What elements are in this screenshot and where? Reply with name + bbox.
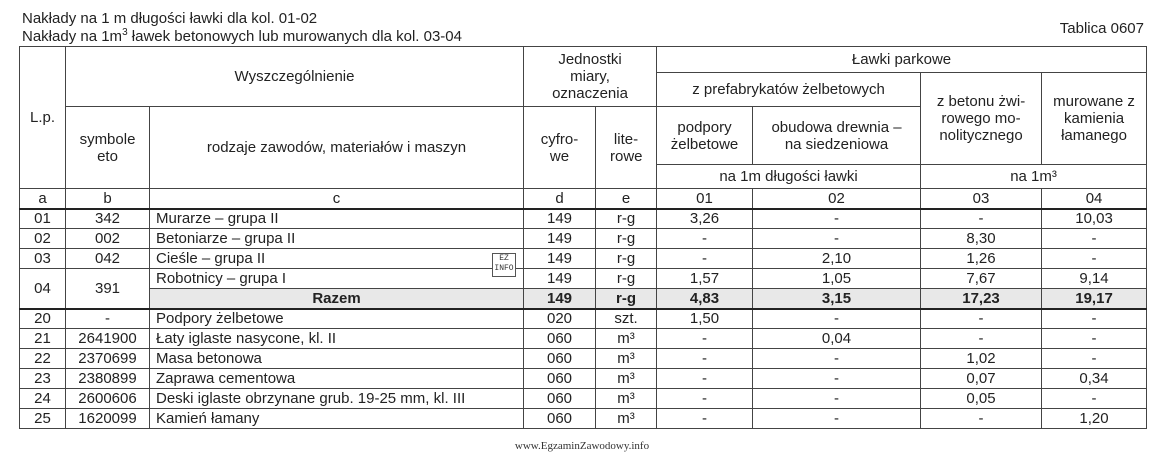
- row-lp: 04: [20, 269, 66, 309]
- qr-code-icon: EZ INFO: [492, 253, 516, 277]
- row-unit-code: 149: [524, 249, 596, 269]
- row-unit-letter: m³: [596, 389, 657, 409]
- row-symbol: 002: [66, 229, 150, 249]
- row-value-02: -: [753, 209, 921, 229]
- table-number: Tablica 0607: [1059, 20, 1144, 37]
- table-row: [20, 409, 1147, 429]
- row-symbol: 342: [66, 209, 150, 229]
- row-value-01: -: [657, 409, 753, 429]
- col-header-cyfrowe: cyfro-we: [524, 107, 596, 189]
- row-value-03: 1,02: [921, 349, 1042, 369]
- col-header-unit-1m3: na 1m³: [921, 165, 1147, 189]
- row-value-04: -: [1042, 309, 1147, 329]
- row-name: Cieśle – grupa II: [150, 249, 524, 269]
- row-unit-code: 060: [524, 329, 596, 349]
- row-value-02: -: [753, 389, 921, 409]
- row-value-04: -: [1042, 229, 1147, 249]
- row-value-01: -: [657, 249, 753, 269]
- row-unit-letter: r-g: [596, 229, 657, 249]
- row-value-04: -: [1042, 349, 1147, 369]
- row-unit-letter: m³: [596, 369, 657, 389]
- row-name: Podpory żelbetowe: [150, 309, 524, 329]
- row-name: Masa betonowa: [150, 349, 524, 369]
- row-value-04: -: [1042, 249, 1147, 269]
- row-value-03: 0,07: [921, 369, 1042, 389]
- col-letter: 04: [1042, 189, 1147, 209]
- row-value-01: -: [657, 229, 753, 249]
- row-unit-letter: m³: [596, 349, 657, 369]
- row-value-02: 1,05: [753, 269, 921, 289]
- row-unit-code: 149: [524, 229, 596, 249]
- col-letter: a: [20, 189, 66, 209]
- row-lp: 25: [20, 409, 66, 429]
- total-value-01: 4,83: [657, 289, 753, 309]
- table-row: [20, 349, 1147, 369]
- row-symbol: 391: [66, 269, 150, 309]
- row-lp: 21: [20, 329, 66, 349]
- table-heading-line-2: Nakłady na $1m^3$ ławek betonowych lub murowanych dla kol. 03-04: [22, 27, 462, 45]
- cost-table: [19, 46, 1147, 429]
- row-symbol: -: [66, 309, 150, 329]
- row-value-04: 9,14: [1042, 269, 1147, 289]
- table-row: [20, 389, 1147, 409]
- row-value-01: -: [657, 329, 753, 349]
- row-unit-letter: r-g: [596, 209, 657, 229]
- total-row: [20, 289, 1147, 309]
- row-value-04: 10,03: [1042, 209, 1147, 229]
- total-value-04: 19,17: [1042, 289, 1147, 309]
- row-value-01: 1,50: [657, 309, 753, 329]
- row-lp: 01: [20, 209, 66, 229]
- watermark-footer: www.EgzaminZawodowy.info: [514, 440, 650, 452]
- col-header-literowe: lite-rowe: [596, 107, 657, 189]
- col-letter: 01: [657, 189, 753, 209]
- col-letter: 02: [753, 189, 921, 209]
- row-unit-code: 060: [524, 369, 596, 389]
- row-name: Robotnicy – grupa I: [150, 269, 524, 289]
- row-value-03: 0,05: [921, 389, 1042, 409]
- col-header-obudowa: obudowa drewnia – na siedzeniowa: [753, 107, 921, 165]
- col-header-prefabrykaty: z prefabrykatów żelbetowych: [657, 73, 921, 107]
- row-value-01: -: [657, 349, 753, 369]
- row-lp: 20: [20, 309, 66, 329]
- row-name: Zaprawa cementowa: [150, 369, 524, 389]
- row-lp: 02: [20, 229, 66, 249]
- table-row: [20, 249, 1147, 269]
- row-lp: 24: [20, 389, 66, 409]
- row-value-03: -: [921, 409, 1042, 429]
- row-symbol: 1620099: [66, 409, 150, 429]
- row-lp: 23: [20, 369, 66, 389]
- row-name: Deski iglaste obrzynane grub. 19-25 mm, kl. III: [150, 389, 524, 409]
- row-symbol: 2380899: [66, 369, 150, 389]
- row-value-02: 2,10: [753, 249, 921, 269]
- row-symbol: 042: [66, 249, 150, 269]
- col-header-beton: z betonu żwi-rowego mo-nolitycznego: [921, 73, 1042, 165]
- col-letter: c: [150, 189, 524, 209]
- col-letter: e: [596, 189, 657, 209]
- row-value-02: 0,04: [753, 329, 921, 349]
- row-symbol: 2370699: [66, 349, 150, 369]
- row-name: Murarze – grupa II: [150, 209, 524, 229]
- row-value-02: -: [753, 409, 921, 429]
- col-header-lp: L.p.: [20, 47, 66, 189]
- total-value-03: 17,23: [921, 289, 1042, 309]
- row-unit-code: 060: [524, 389, 596, 409]
- col-header-symbole: symbole eto: [66, 107, 150, 189]
- total-unit-code: 149: [524, 289, 596, 309]
- col-header-jednostki: Jednostki miary, oznaczenia: [524, 47, 657, 107]
- row-unit-code: 149: [524, 209, 596, 229]
- row-unit-letter: m³: [596, 329, 657, 349]
- row-name: Łaty iglaste nasycone, kl. II: [150, 329, 524, 349]
- table-heading-line-1: Nakłady na 1 m długości ławki dla kol. 01-02: [22, 10, 318, 27]
- row-value-02: -: [753, 369, 921, 389]
- row-value-01: -: [657, 389, 753, 409]
- row-value-02: -: [753, 349, 921, 369]
- col-header-lawki: Ławki parkowe: [657, 47, 1147, 73]
- col-header-wyszczegolnienie: Wyszczególnienie: [66, 47, 524, 107]
- col-letter: 03: [921, 189, 1042, 209]
- row-value-03: -: [921, 309, 1042, 329]
- row-unit-code: 020: [524, 309, 596, 329]
- col-header-podpory: podpory żelbetowe: [657, 107, 753, 165]
- row-value-04: -: [1042, 389, 1147, 409]
- row-name: Betoniarze – grupa II: [150, 229, 524, 249]
- total-unit-letter: r-g: [596, 289, 657, 309]
- row-value-03: 7,67: [921, 269, 1042, 289]
- row-value-04: 1,20: [1042, 409, 1147, 429]
- row-unit-letter: szt.: [596, 309, 657, 329]
- row-unit-letter: m³: [596, 409, 657, 429]
- row-lp: 22: [20, 349, 66, 369]
- total-value-02: 3,15: [753, 289, 921, 309]
- row-value-04: -: [1042, 329, 1147, 349]
- row-value-03: -: [921, 209, 1042, 229]
- col-letter: b: [66, 189, 150, 209]
- row-unit-letter: r-g: [596, 249, 657, 269]
- total-label: Razem: [150, 289, 524, 309]
- table-row: [20, 369, 1147, 389]
- table-row: [20, 329, 1147, 349]
- row-value-03: -: [921, 329, 1042, 349]
- row-unit-letter: r-g: [596, 269, 657, 289]
- col-header-unit-1m: na 1m długości ławki: [657, 165, 921, 189]
- row-symbol: 2641900: [66, 329, 150, 349]
- table-row: [20, 309, 1147, 329]
- row-value-01: 1,57: [657, 269, 753, 289]
- table-row: [20, 229, 1147, 249]
- row-value-03: 1,26: [921, 249, 1042, 269]
- row-lp: 03: [20, 249, 66, 269]
- row-value-01: 3,26: [657, 209, 753, 229]
- row-unit-code: 060: [524, 349, 596, 369]
- col-header-murowane: murowane z kamienia łamanego: [1042, 73, 1147, 165]
- col-header-rodzaje: rodzaje zawodów, materiałów i maszyn: [150, 107, 524, 189]
- row-value-02: -: [753, 309, 921, 329]
- row-value-01: -: [657, 369, 753, 389]
- table-row: [20, 269, 1147, 289]
- row-name: Kamień łamany: [150, 409, 524, 429]
- row-unit-code: 060: [524, 409, 596, 429]
- row-value-02: -: [753, 229, 921, 249]
- row-symbol: 2600606: [66, 389, 150, 409]
- table-row: [20, 209, 1147, 229]
- row-unit-code: 149: [524, 269, 596, 289]
- row-value-04: 0,34: [1042, 369, 1147, 389]
- row-value-03: 8,30: [921, 229, 1042, 249]
- col-letter: d: [524, 189, 596, 209]
